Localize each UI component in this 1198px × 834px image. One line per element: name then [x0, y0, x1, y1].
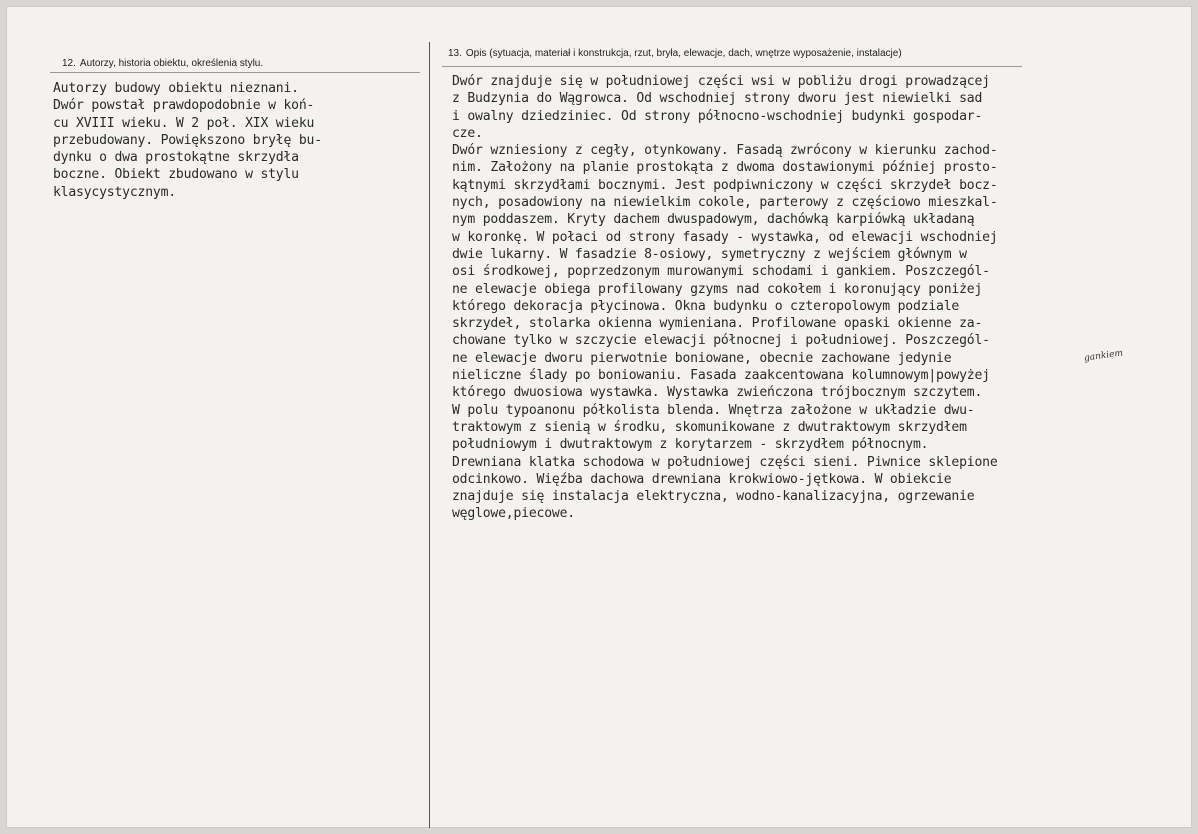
- section-13-text-line: skrzydeł, stolarka okienna wymieniana. Profilowane opaski okienne za-: [452, 316, 983, 332]
- section-13-rule: [442, 66, 1022, 67]
- section-13-heading: [448, 48, 902, 59]
- section-13-heading-text: Opis (sytuacja, materiał i konstrukcja, rzut, bryła, elewacje, dach, wnętrze wyposażenie, instalacje): [465, 48, 902, 59]
- section-13-text-line: osi środkowej, poprzedzonym murowanymi schodami i gankiem. Poszczegól-: [452, 264, 990, 280]
- section-13-text-line: węglowe,piecowe.: [452, 506, 575, 522]
- section-13-text-line: nieliczne ślady po boniowaniu. Fasada zaakcentowana kolumnowym|powyżej: [452, 368, 990, 384]
- section-13-text-line: nym poddaszem. Kryty dachem dwuspadowym, dachówką karpiówką układaną: [452, 212, 975, 228]
- section-13-text-line: cze.: [452, 125, 483, 141]
- section-12-typed-text: [53, 80, 322, 201]
- section-12-text-line: przebudowany. Powiększono bryłę bu-: [53, 132, 322, 148]
- section-13-text-line: dwie lukarny. W fasadzie 8-osiowy, symetryczny z wejściem głównym w: [452, 246, 967, 262]
- section-13-text-line: kątnymi skrzydłami bocznymi. Jest podpiwniczony w części skrzydeł bocz-: [452, 177, 998, 193]
- section-12-text-line: Dwór powstał prawdopodobnie w koń-: [53, 98, 315, 114]
- section-13-text-line: nych, posadowiony na niewielkim cokole, parterowy z częściowo mieszkal-: [452, 195, 998, 211]
- column-divider: [429, 42, 430, 828]
- section-13-text-line: W polu typoanonu półkolista blenda. Wnętrza założone w układzie dwu-: [452, 402, 975, 418]
- section-12-heading: [62, 58, 263, 69]
- section-13-typed-text: [452, 73, 998, 523]
- section-13-text-line: traktowym z sienią w środku, skomunikowane z dwutraktowym skrzydłem: [452, 419, 967, 435]
- section-13-text-line: odcinkowo. Więźba dachowa drewniana krokwiowo-jętkowa. W obiekcie: [452, 471, 952, 487]
- section-13-text-line: Dwór znajduje się w południowej części wsi w pobliżu drogi prowadzącej: [452, 74, 990, 89]
- section-12-text-line: dynku o dwa prostokątne skrzydła: [53, 150, 299, 166]
- section-13-text-line: którego dekoracja płycinowa. Okna budynku o czteropolowym podziale: [452, 298, 960, 314]
- section-13-text-line: ne elewacje dworu pierwotnie boniowane, obecnie zachowane jedynie: [452, 350, 952, 366]
- section-13-text-line: nim. Założony na planie prostokąta z dwoma dostawionymi później prosto-: [452, 160, 998, 176]
- section-13-text-line: z Budzynia do Wągrowca. Od wschodniej strony dworu jest niewielki sad: [452, 91, 983, 107]
- section-12-text-line: cu XVIII wieku. W 2 poł. XIX wieku: [53, 115, 315, 131]
- section-12-text-line: klasycystycznym.: [53, 184, 176, 200]
- section-13-text-line: i owalny dziedziniec. Od strony północno-wschodniej budynki gospodar-: [452, 108, 983, 124]
- section-13-text-line: znajduje się instalacja elektryczna, wodno-kanalizacyjna, ogrzewanie: [452, 489, 975, 505]
- section-13-text-line: którego dwuosiowa wystawka. Wystawka zwieńczona trójbocznym szczytem.: [452, 385, 983, 401]
- section-13-text-line: ne elewacje obiega profilowany gzyms nad cokołem i koronujący poniżej: [452, 281, 983, 297]
- section-12-text-line: boczne. Obiekt zbudowano w stylu: [53, 167, 299, 183]
- section-13-text-line: południowym i dwutraktowym z korytarzem - skrzydłem północnym.: [452, 437, 929, 453]
- section-13-text-line: chowane tylko w szczycie elewacji północnej i południowej. Poszczegól-: [452, 333, 990, 349]
- section-12-heading-text: Autorzy, historia obiektu, określenia stylu.: [79, 58, 264, 69]
- section-12-number: 12.: [62, 58, 76, 69]
- section-13-text-line: Drewniana klatka schodowa w południowej części sieni. Piwnice sklepione: [452, 454, 998, 470]
- handwritten-annotation: gankiem: [1083, 348, 1124, 364]
- section-13-text-line: w koronkę. W połaci od strony fasady - wystawka, od elewacji wschodniej: [452, 229, 998, 245]
- section-12-rule: [50, 72, 420, 73]
- section-13-number: 13.: [448, 48, 462, 59]
- record-card: [6, 6, 1192, 828]
- section-13-text-line: Dwór wzniesiony z cegły, otynkowany. Fasadą zwrócony w kierunku zachod-: [452, 143, 998, 159]
- section-12-text-line: Autorzy budowy obiektu nieznani.: [53, 81, 299, 96]
